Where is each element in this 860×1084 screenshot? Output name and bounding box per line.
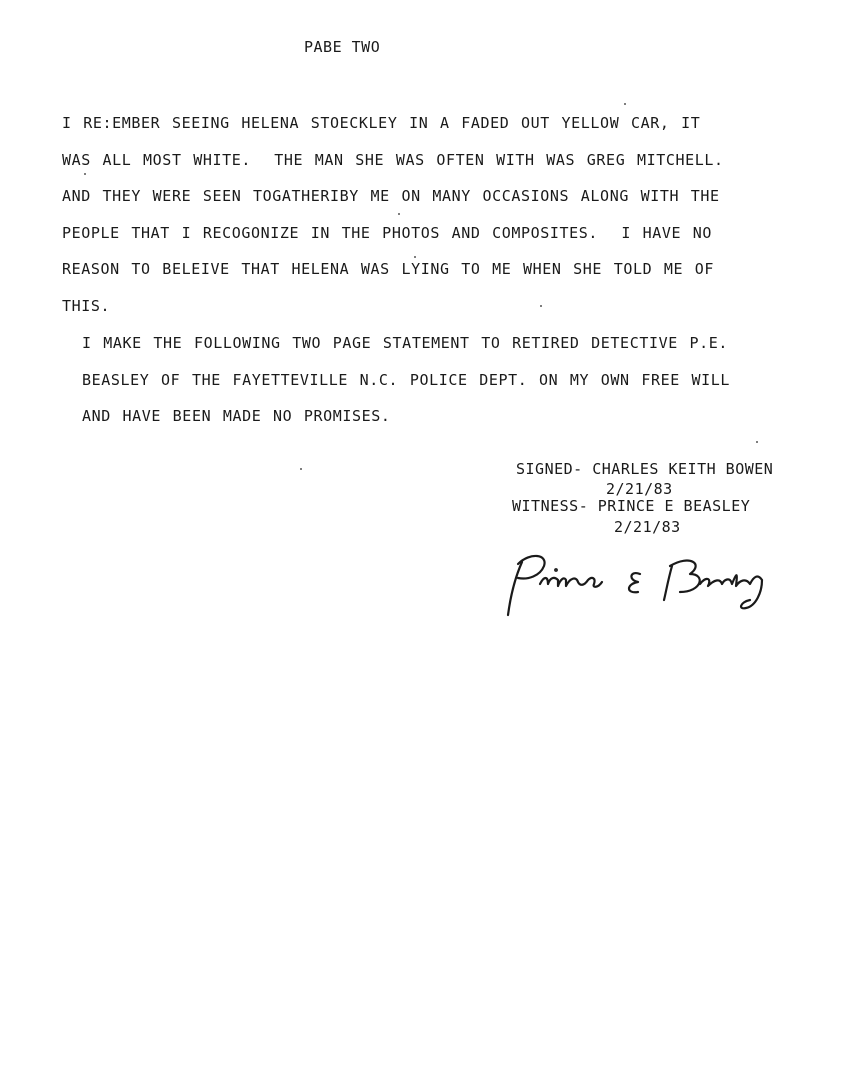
- scan-speck: [414, 256, 416, 258]
- signed-date: 2/21/83: [606, 480, 673, 498]
- paragraph-line: I RE:EMBER SEEING HELENA STOECKLEY IN A FADED OUT YELLOW CAR, IT: [62, 114, 701, 132]
- scan-speck: [300, 468, 302, 470]
- witness-date: 2/21/83: [614, 518, 681, 536]
- signed-by: SIGNED- CHARLES KEITH BOWEN: [516, 460, 774, 478]
- scan-speck: [540, 305, 542, 307]
- paragraph-line: PEOPLE THAT I RECOGONIZE IN THE PHOTOS AND COMPOSITES. I HAVE NO: [62, 223, 712, 242]
- paragraph-line: AND HAVE BEEN MADE NO PROMISES.: [82, 407, 391, 425]
- handwritten-signature: [500, 540, 790, 620]
- paragraph-line: REASON TO BELEIVE THAT HELENA WAS LYING TO ME WHEN SHE TOLD ME OF: [62, 260, 714, 278]
- paragraph-line: AND THEY WERE SEEN TOGATHERIBY ME ON MANY OCCASIONS ALONG WITH THE: [62, 187, 720, 205]
- paragraph-line: WAS ALL MOST WHITE. THE MAN SHE WAS OFTEN WITH WAS GREG MITCHELL.: [62, 150, 724, 169]
- scan-speck: [84, 173, 86, 175]
- paragraph-line: I MAKE THE FOLLOWING TWO PAGE STATEMENT TO RETIRED DETECTIVE P.E.: [82, 334, 728, 352]
- scan-speck: [624, 103, 626, 105]
- scan-speck: [398, 213, 400, 215]
- paragraph-line: BEASLEY OF THE FAYETTEVILLE N.C. POLICE DEPT. ON MY OWN FREE WILL: [82, 370, 730, 389]
- page-header: PABE TWO: [304, 38, 381, 56]
- statement-paragraph-1: [62, 105, 724, 324]
- statement-paragraph-2: [82, 325, 730, 435]
- witness-by: WITNESS- PRINCE E BEASLEY: [512, 497, 751, 515]
- paragraph-line: THIS.: [62, 296, 111, 315]
- scan-speck: [756, 441, 758, 443]
